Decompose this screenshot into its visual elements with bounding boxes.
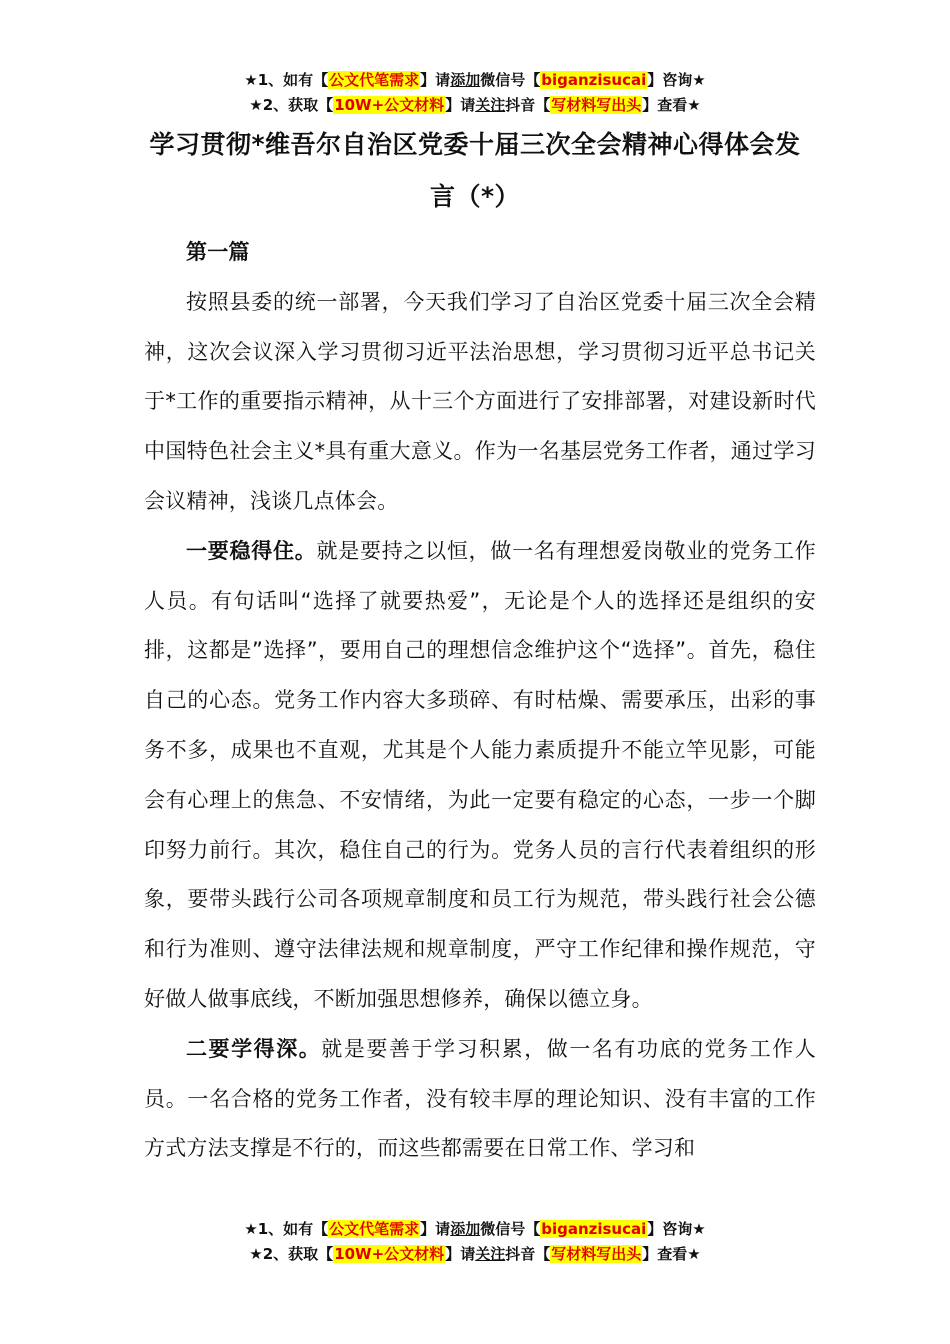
promo-text: 抖音【	[505, 96, 551, 114]
promo-text: 】请	[445, 1245, 476, 1263]
promo-line-2	[0, 1242, 950, 1267]
promo-text: 】请	[420, 71, 451, 89]
promo-underlined-text: 添加	[450, 1220, 481, 1238]
promo-line-1	[0, 1217, 950, 1242]
section-heading	[144, 228, 816, 278]
promo-douyin-id: 写材料写出头	[551, 1245, 642, 1263]
promo-highlight: 公文代笔需求	[329, 71, 420, 89]
promo-banner-bottom	[0, 1217, 950, 1267]
document-body	[144, 228, 816, 1174]
promo-text: 】查看★	[642, 96, 701, 114]
promo-text: ★2、获取【	[249, 96, 334, 114]
point-2-text: 就是要善于学习积累，做一名有功底的党务工作人员。一名合格的党务工作者，没有较丰厚的理论知识、没有丰富的工作方式方法支撑是不行的，而这些都需要在日常工作、学习和	[144, 1036, 816, 1161]
promo-line-2	[0, 93, 950, 118]
promo-highlight: 10W+公文材料	[334, 1245, 445, 1263]
point-2-heading: 二要学得深。	[186, 1036, 322, 1061]
promo-text: 】请	[420, 1220, 451, 1238]
promo-line-1	[0, 68, 950, 93]
promo-underlined-text: 关注	[475, 1245, 506, 1263]
promo-text: 】咨询★	[647, 71, 706, 89]
promo-underlined-text: 添加	[450, 71, 481, 89]
promo-banner-top	[0, 68, 950, 118]
promo-text: ★1、如有【	[244, 1220, 329, 1238]
promo-highlight: 公文代笔需求	[329, 1220, 420, 1238]
promo-wechat-id: biganzisucai	[541, 1220, 647, 1238]
document-title-line-2: 言（*）	[429, 182, 521, 211]
point-1-text: 就是要持之以恒，做一名有理想爱岗敬业的党务工作人员。有句话叫“选择了就要热爱”，无论是个人的选择还是组织的安排，这都是”选择”，要用自己的理想信念维护这个“选择”。首先，稳住自己的心态。党务工作内容大多琐碎、有时枯燥、需要承压，出彩的事务不多，成果也不直观，尤其是个人能力素质提升不能立竿见影，可能会有心理上的焦急、不安情绪，为此一定要有稳定的心态，一步一个脚印努力前行。其次，稳住自己的行为。党务人员的言行代表着组织的形象，要带头践行公司各项规章制度和员工行为规范，带头践行社会公德和行为准则、遵守法律法规和规章制度，严守工作纪律和操作规范，守好做人做事底线，不断加强思想修养，确保以德立身。	[144, 538, 816, 1011]
paragraph-point-1	[144, 527, 816, 1025]
promo-text: 】请	[445, 96, 476, 114]
paragraph-point-2	[144, 1025, 816, 1174]
section-heading-text: 第一篇	[186, 240, 250, 264]
paragraph-intro: 按照县委的统一部署，今天我们学习了自治区党委十届三次全会精神，这次会议深入学习贯彻习近平法治思想，学习贯彻习近平总书记关于*工作的重要指示精神，从十三个方面进行了安排部署，对建设新时代中国特色社会主义*具有重大意义。作为一名基层党务工作者，通过学习会议精神，浅谈几点体会。	[144, 289, 816, 513]
promo-douyin-id: 写材料写出头	[551, 96, 642, 114]
point-1-heading: 一要稳得住。	[186, 538, 317, 563]
promo-wechat-id: biganzisucai	[541, 71, 647, 89]
promo-text: 】咨询★	[647, 1220, 706, 1238]
promo-highlight: 10W+公文材料	[334, 96, 445, 114]
promo-text: ★1、如有【	[244, 71, 329, 89]
document-title-line-1: 学习贯彻*维吾尔自治区党委十届三次全会精神心得体会发	[149, 130, 801, 159]
promo-text: 抖音【	[505, 1245, 551, 1263]
promo-text: 微信号【	[480, 1220, 541, 1238]
promo-text: 微信号【	[480, 71, 541, 89]
promo-text: 】查看★	[642, 1245, 701, 1263]
promo-text: ★2、获取【	[249, 1245, 334, 1263]
promo-underlined-text: 关注	[475, 96, 506, 114]
